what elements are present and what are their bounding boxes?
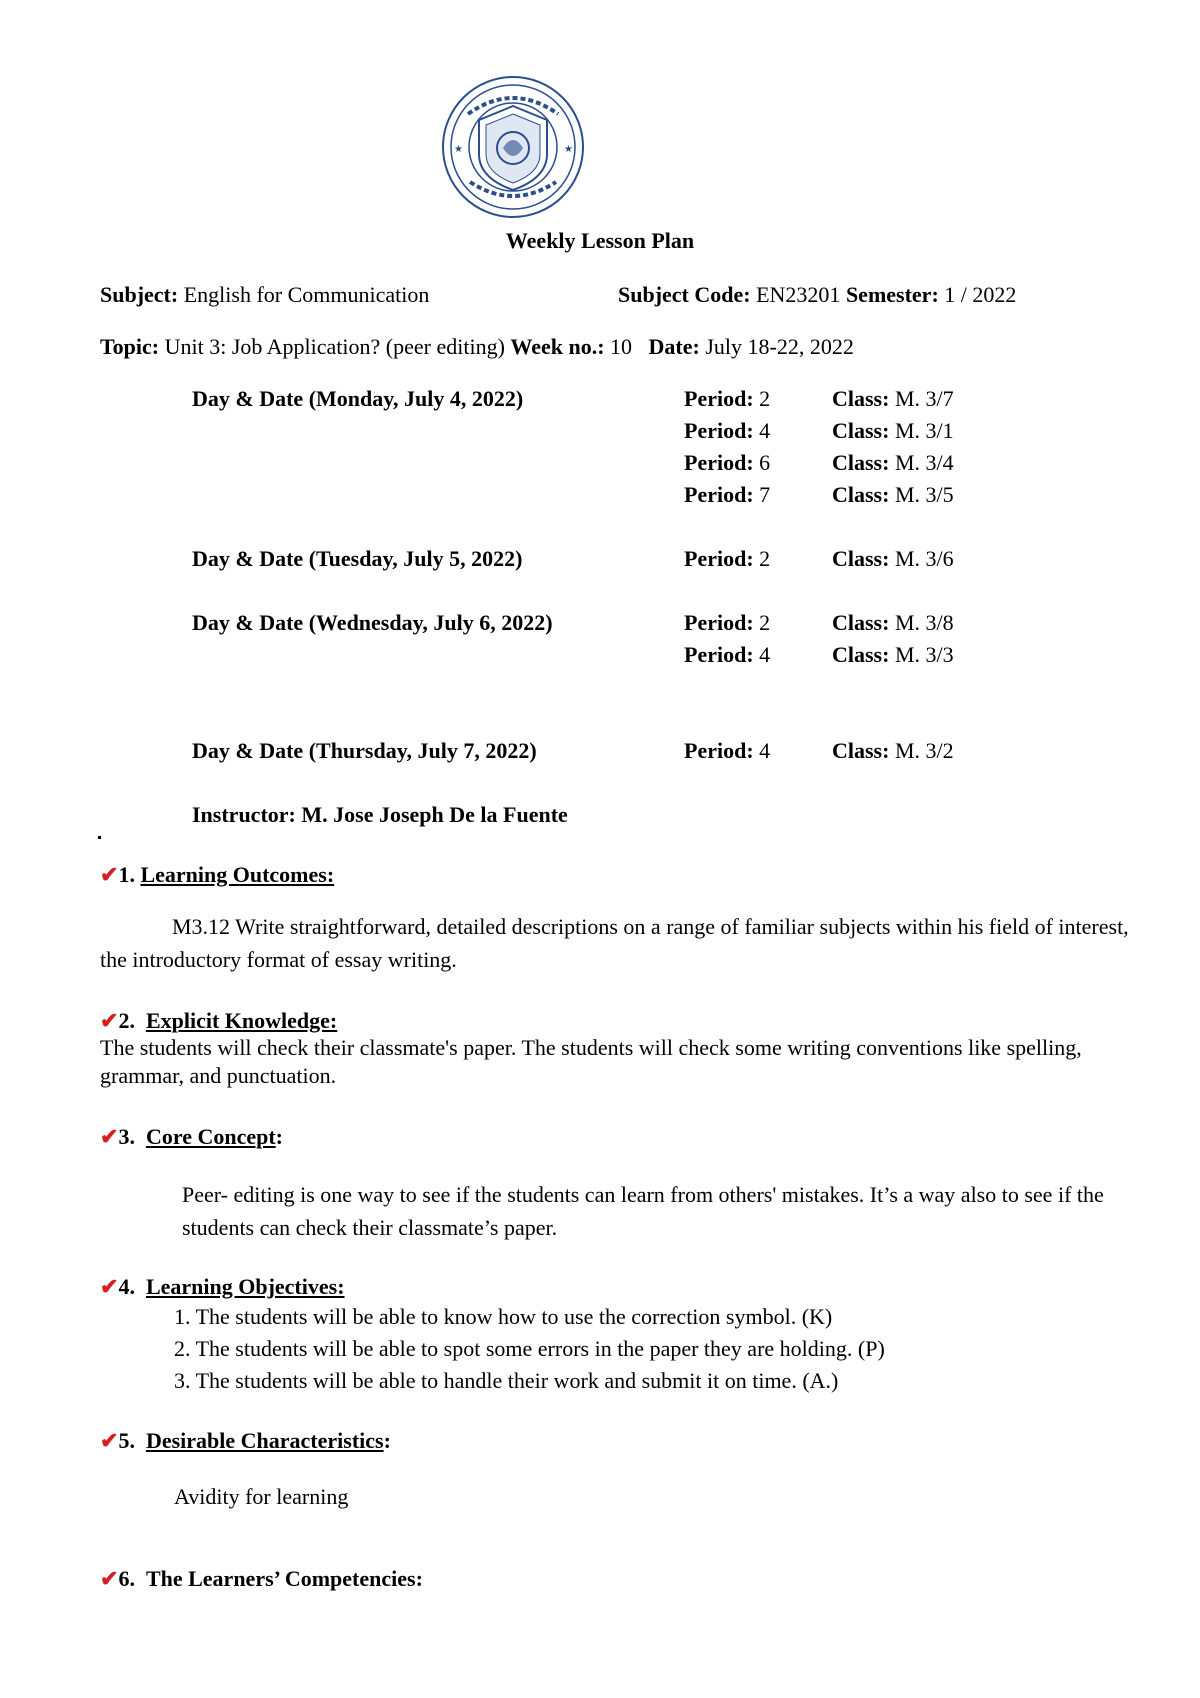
desirable-characteristics-text: Avidity for learning: [174, 1484, 349, 1509]
objective-item: 2. The students will be able to spot some errors in the paper they are holding. (P): [174, 1336, 885, 1361]
school-seal-logo: [440, 74, 586, 220]
subject-line: Subject: English for Communication: [100, 282, 430, 307]
subject-code-line: Subject Code: EN23201 Semester: 1 / 2022: [618, 282, 1017, 307]
section-desirable-characteristics-heading: ✔5. Desirable Characteristics:: [100, 1428, 391, 1453]
section-explicit-knowledge-heading: ✔2. Explicit Knowledge:: [100, 1008, 338, 1033]
schedule-row: Period: 4 Class: M. 3/1: [684, 418, 954, 443]
check-icon: ✔: [100, 1008, 119, 1033]
svg-text:★: ★: [564, 144, 573, 155]
schedule-row: Period: 6 Class: M. 3/4: [684, 450, 954, 475]
section-learning-objectives-heading: ✔4. Learning Objectives:: [100, 1274, 345, 1299]
check-icon: ✔: [100, 1428, 119, 1453]
instructor-line: Instructor: M. Jose Joseph De la Fuente: [192, 802, 568, 827]
svg-text:★: ★: [454, 144, 463, 155]
section-core-concept-heading: ✔3. Core Concept:: [100, 1124, 283, 1149]
objective-item: 1. The students will be able to know how to use the correction symbol. (K): [174, 1304, 833, 1329]
topic-line: Topic: Unit 3: Job Application? (peer editing) Week no.: 10 Date: July 18-22, 2022: [100, 334, 854, 359]
check-icon: ✔: [100, 1124, 119, 1149]
schedule-row: Period: 7 Class: M. 3/5: [684, 482, 954, 507]
schedule-row: Day & Date (Tuesday, July 5, 2022) Period: 2 Class: M. 3/6: [192, 546, 954, 571]
schedule-row: Day & Date (Monday, July 4, 2022) Period: 2 Class: M. 3/7: [192, 386, 954, 411]
check-icon: ✔: [100, 1566, 119, 1591]
explicit-knowledge-text: The students will check their classmate's paper. The students will check some writing conventions like spelling, grammar, and punctuation.: [100, 1035, 1082, 1088]
objective-item: 3. The students will be able to handle their work and submit it on time. (A.): [174, 1368, 839, 1393]
core-concept-text: Peer- editing is one way to see if the students can learn from others' mistakes. It’s a way also to see if the students can check their classmate’s paper.: [182, 1182, 1104, 1240]
schedule-row: Day & Date (Wednesday, July 6, 2022) Period: 2 Class: M. 3/8: [192, 610, 954, 635]
schedule-row: Day & Date (Thursday, July 7, 2022) Period: 4 Class: M. 3/2: [192, 738, 954, 763]
schedule-row: Period: 4 Class: M. 3/3: [684, 642, 954, 667]
section-learners-competencies-heading: ✔6. The Learners’ Competencies:: [100, 1566, 423, 1591]
check-icon: ✔: [100, 862, 119, 887]
section-learning-outcomes-heading: ✔1. Learning Outcomes:: [100, 862, 335, 887]
learning-outcomes-text: M3.12 Write straightforward, detailed descriptions on a range of familiar subjects within his field of interest, the introductory format of essay writing.: [100, 914, 1129, 972]
check-icon: ✔: [100, 1274, 119, 1299]
stray-dot: [98, 836, 101, 839]
document-title: Weekly Lesson Plan: [505, 228, 695, 253]
